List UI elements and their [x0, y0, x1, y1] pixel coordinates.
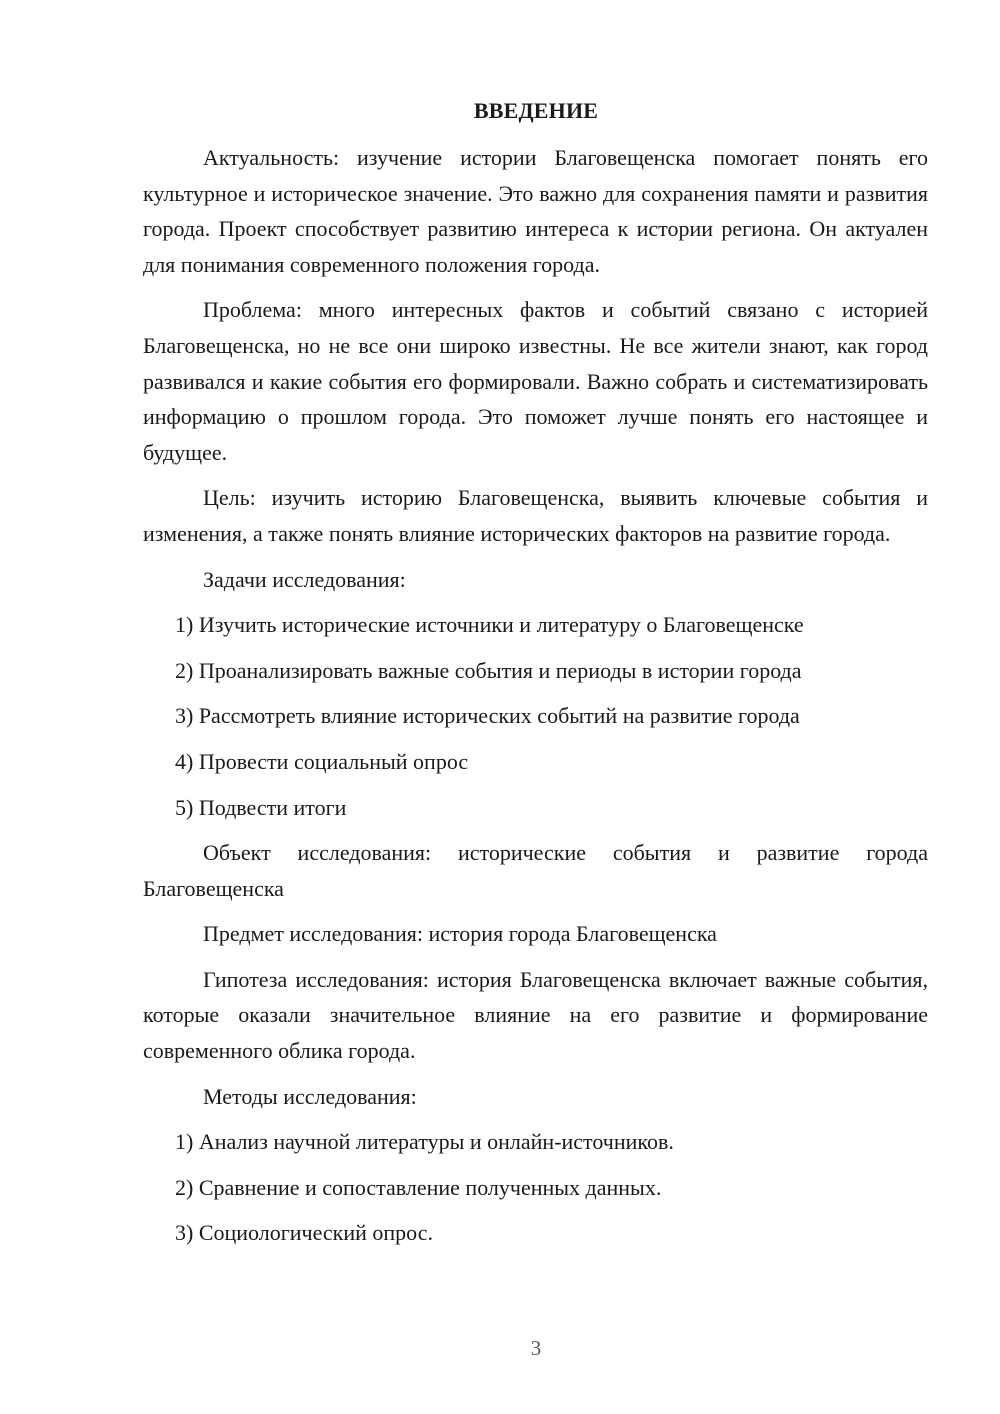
subject-paragraph: Предмет исследования: история города Благовещенска [203, 921, 717, 947]
object-paragraph: Объект исследования: исторические события и развитие города Благовещенска [143, 840, 928, 901]
methods-heading: Методы исследования: [203, 1083, 417, 1109]
list-item: 4) Провести социальный опрос [175, 748, 469, 774]
list-item: 1) Изучить исторические источники и литературу о Благовещенске [175, 612, 804, 638]
goal-paragraph: Цель: изучить историю Благовещенска, выявить ключевые события и изменения, а также понять влияние исторических факторов на развитие города. [143, 485, 928, 546]
problem-paragraph: Проблема: много интересных фактов и событий связано с историей Благовещенска, но не все они широко известны. Не все жители знают, как город развивался и какие события его формировали. Важно собрать и систематизировать информацию о прошлом города. Это поможет лучше понять его настоящее и будущее. [143, 297, 928, 465]
list-item: 2) Проанализировать важные события и периоды в истории города [175, 657, 802, 683]
list-item: 5) Подвести итоги [175, 794, 347, 820]
tasks-heading: Задачи исследования: [203, 566, 406, 592]
document-body [143, 140, 928, 1261]
list-item: 3) Рассмотреть влияние исторических событий на развитие города [175, 703, 800, 729]
page-title: ВВЕДЕНИЕ [473, 98, 599, 123]
list-item: 1) Анализ научной литературы и онлайн-источников. [175, 1129, 674, 1155]
relevance-paragraph: Актуальность: изучение истории Благовещенска помогает понять его культурное и историческое значение. Это важно для сохранения памяти и развития города. Проект способствует развитию интереса к истории региона. Он актуален для понимания современного положения города. [143, 145, 928, 277]
tasks-list [143, 607, 928, 825]
methods-list [143, 1124, 928, 1251]
hypothesis-paragraph: Гипотеза исследования: история Благовещенска включает важные события, которые оказали значительное влияние на его развитие и формирование современного облика города. [143, 966, 928, 1064]
list-item: 3) Социологический опрос. [175, 1220, 433, 1246]
page-number: 3 [530, 1336, 542, 1360]
list-item: 2) Сравнение и сопоставление полученных данных. [175, 1174, 662, 1200]
